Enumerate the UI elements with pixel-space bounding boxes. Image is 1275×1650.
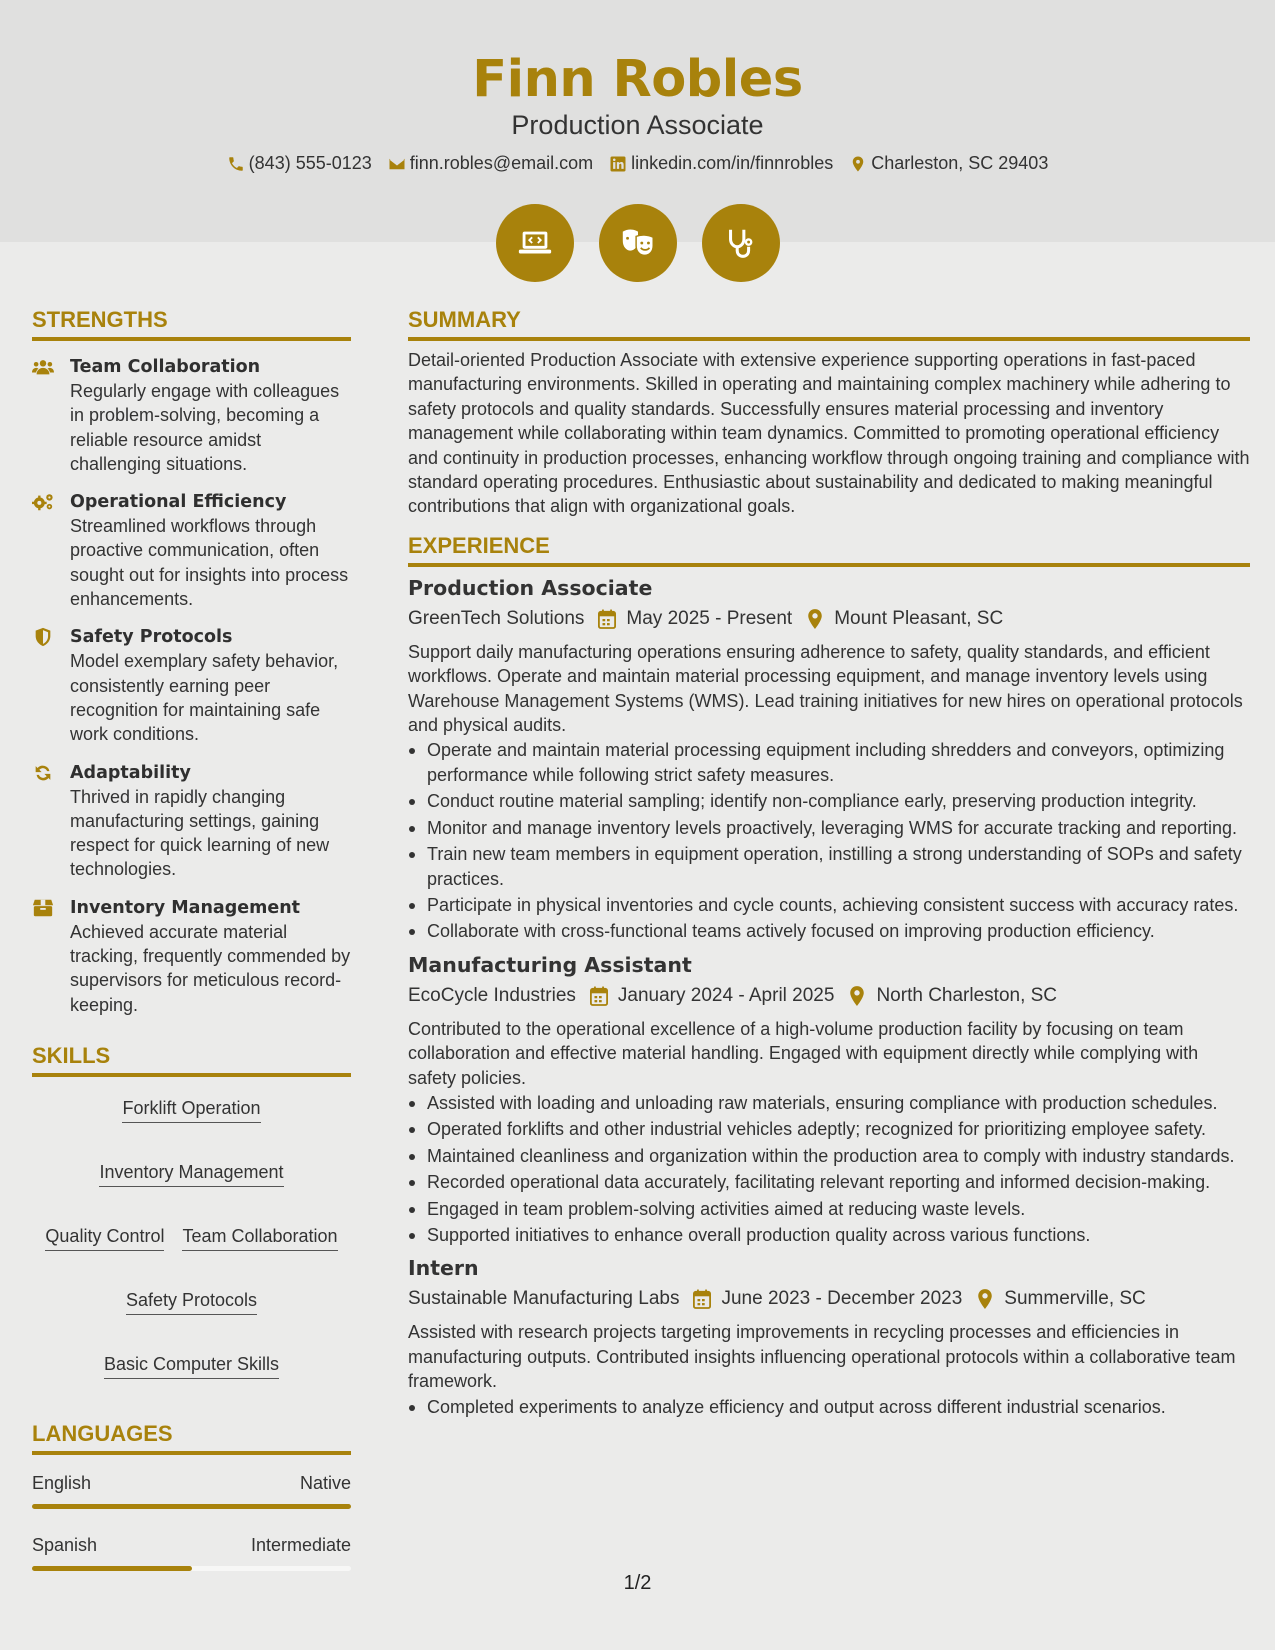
shield-icon (32, 627, 54, 647)
job-bullets (408, 1091, 1250, 1247)
page-number: 1/2 (623, 1572, 652, 1594)
calendar-icon (598, 609, 616, 629)
language-bar (32, 1504, 351, 1509)
job-dates: May 2025 - Present (626, 607, 793, 629)
strength-desc: Streamlined workflows through proactive communication, often sought out for insights into process enhancements. (70, 516, 349, 610)
language-level: Intermediate (250, 1534, 351, 1555)
strength-name: Inventory Management (70, 897, 301, 918)
job-meta (408, 607, 1250, 631)
contact-email[interactable] (388, 153, 593, 174)
email-text: finn.robles@email.com (409, 153, 594, 173)
hobby-laptop-code (496, 204, 574, 282)
bullet-item: Recorded operational data accurately, facilitating relevant reporting and informed decision-making. (408, 1170, 1250, 1194)
candidate-title: Production Associate (511, 110, 764, 140)
strength-item (32, 761, 351, 882)
language-bar-fill (32, 1504, 351, 1509)
strength-desc: Regularly engage with colleagues in problem-solving, becoming a reliable resource amidst challenging situations. (70, 381, 340, 474)
job-entry (408, 1255, 1250, 1419)
language-level: Native (299, 1472, 351, 1493)
bullet-item: Collaborate with cross-functional teams actively focused on improving production efficiency. (408, 919, 1250, 943)
job-location: Mount Pleasant, SC (834, 607, 1004, 629)
language-item (32, 1473, 351, 1509)
skill-tag: Basic Computer Skills (104, 1353, 279, 1379)
skill-tag: Team Collaboration (182, 1225, 337, 1251)
strength-desc: Thrived in rapidly changing manufacturing settings, gaining respect for quick learning of new technologies. (70, 786, 330, 880)
linkedin-text: linkedin.com/in/finnrobles (631, 153, 834, 173)
strength-item (32, 625, 351, 746)
strength-name: Operational Efficiency (70, 492, 287, 513)
language-item (32, 1535, 351, 1571)
job-title: Manufacturing Assistant (408, 952, 692, 977)
bullet-item: Participate in physical inventories and cycle counts, achieving consistent success with accuracy rates. (408, 893, 1250, 917)
contact-location (849, 153, 1048, 174)
job-dates: June 2023 - December 2023 (721, 1288, 963, 1310)
skill-tag: Inventory Management (99, 1161, 283, 1187)
strength-item (32, 355, 351, 476)
hobby-theater (599, 204, 677, 282)
strength-desc: Achieved accurate material tracking, frequently commended by supervisors for meticulous record-keeping. (70, 921, 351, 1015)
hobby-stethoscope (702, 204, 780, 282)
skill-tag: Safety Protocols (126, 1289, 257, 1315)
summary-heading: SUMMARY (408, 307, 1250, 341)
job-entry (408, 575, 1250, 944)
strength-item (32, 896, 351, 1017)
bullet-item: Maintained cleanliness and organization within the production area to comply with industry standards. (408, 1144, 1250, 1168)
experience-heading: EXPERIENCE (408, 533, 1250, 567)
theater-masks-icon (619, 224, 657, 262)
skills-heading: SKILLS (32, 1043, 351, 1077)
bullet-item: Supported initiatives to enhance overall production quality across various functions. (408, 1223, 1250, 1247)
bullet-item: Completed experiments to analyze efficiency and output across different industrial scenarios. (408, 1395, 1250, 1419)
job-company: Sustainable Manufacturing Labs (408, 1288, 680, 1310)
strength-name: Safety Protocols (70, 627, 233, 648)
bullet-item: Engaged in team problem-solving activities aimed at reducing waste levels. (408, 1197, 1250, 1221)
bullet-item: Operated forklifts and other industrial vehicles adeptly; recognized for prioritizing employee safety. (408, 1117, 1250, 1141)
location-text: Charleston, SC 29403 (871, 153, 1049, 173)
calendar-icon (590, 986, 608, 1006)
job-title: Production Associate (408, 575, 653, 600)
job-description: Contributed to the operational excellence of a high-volume production facility by focusing on team collaboration and effective material handling. Engaged with equipment directly while complying with safety policies. (408, 1018, 1199, 1088)
job-entry (408, 952, 1250, 1248)
bullet-item: Assisted with loading and unloading raw materials, ensuring compliance with production schedules. (408, 1091, 1250, 1115)
skills-list (32, 1097, 351, 1379)
calendar-icon (693, 1289, 711, 1309)
strength-name: Adaptability (70, 762, 191, 783)
contact-linkedin[interactable] (609, 153, 833, 174)
map-pin-icon (848, 986, 866, 1006)
box-icon (32, 898, 54, 918)
job-dates: January 2024 - April 2025 (617, 984, 835, 1006)
contact-phone[interactable] (227, 153, 372, 174)
bullet-item: Train new team members in equipment operation, instilling a strong understanding of SOPs and safety practices. (408, 842, 1250, 891)
job-location: Summerville, SC (1004, 1288, 1146, 1310)
language-name: Spanish (32, 1534, 98, 1555)
job-title: Intern (408, 1256, 479, 1281)
language-bar (32, 1566, 351, 1571)
map-pin-icon (849, 155, 867, 173)
right-column (408, 307, 1250, 1421)
job-description: Assisted with research projects targeting improvements in recycling processes and efficiencies in manufacturing outputs. Contributed insights influencing operational protocols within a collaborative team framework. (408, 1322, 1236, 1392)
strength-item (32, 490, 351, 611)
bullet-item: Operate and maintain material processing equipment including shredders and conveyors, optimizing performance while following strict safety measures. (408, 738, 1250, 787)
cogs-icon (32, 492, 54, 512)
job-bullets (408, 1395, 1250, 1419)
linkedin-icon (609, 155, 627, 173)
sync-icon (32, 763, 54, 783)
phone-text: (843) 555-0123 (248, 153, 372, 173)
envelope-icon (388, 155, 406, 173)
job-description: Support daily manufacturing operations ensuring adherence to safety, quality standards, and efficient workflows. Operate and maintain material processing equipment, and manage inventory levels using Warehouse Management Systems (WMS). Lead training initiatives for new hires on operational protocols and physical audits. (408, 641, 1243, 736)
map-pin-icon (806, 609, 824, 629)
skill-tag: Forklift Operation (122, 1097, 260, 1123)
language-name: English (32, 1472, 92, 1493)
summary-text: Detail-oriented Production Associate with extensive experience supporting operations in fast-paced manufacturing environments. Skilled in operating and maintaining complex machinery while adhering to safety protocols and quality standards. Successfully ensures material processing and inventory management while collaborating within team dynamics. Committed to promoting operational efficiency and continuity in production processes, enhancing workflow through ongoing training and compliance with standard operating procedures. Enthusiastic about sustainability and dedicated to making meaningful contributions that align with organizational goals. (408, 350, 1250, 517)
skill-tag: Quality Control (45, 1225, 164, 1251)
candidate-name: Finn Robles (472, 50, 803, 109)
laptop-code-icon (516, 224, 554, 262)
strengths-heading: STRENGTHS (32, 307, 351, 341)
job-location: North Charleston, SC (876, 984, 1058, 1006)
languages-heading: LANGUAGES (32, 1421, 351, 1455)
left-column (32, 307, 351, 1571)
language-bar-fill (32, 1566, 192, 1571)
strength-desc: Model exemplary safety behavior, consistently earning peer recognition for maintaining safe work conditions. (70, 651, 339, 745)
job-meta (408, 1287, 1250, 1311)
job-company: GreenTech Solutions (408, 607, 585, 629)
stethoscope-icon (722, 224, 760, 262)
bullet-item: Conduct routine material sampling; identify non-compliance early, preserving production integrity. (408, 789, 1250, 813)
job-meta (408, 984, 1250, 1008)
contact-row (0, 153, 1275, 174)
hobby-icons (0, 204, 1275, 282)
map-pin-icon (976, 1289, 994, 1309)
phone-icon (227, 155, 245, 173)
strength-name: Team Collaboration (70, 357, 261, 377)
users-icon (32, 357, 54, 377)
bullet-item: Monitor and manage inventory levels proactively, leveraging WMS for accurate tracking and reporting. (408, 816, 1250, 840)
job-bullets (408, 738, 1250, 943)
job-company: EcoCycle Industries (408, 984, 576, 1006)
